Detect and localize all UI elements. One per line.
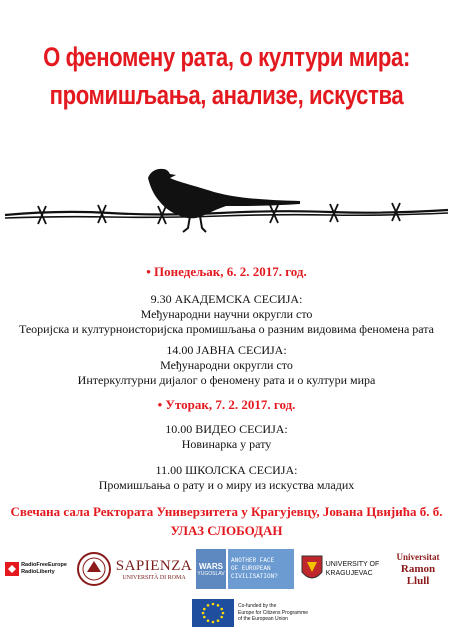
another-face-line-2: OF EUROPEAN <box>231 565 271 572</box>
eu-line-3: of the European Union <box>238 616 289 623</box>
ramon-line-3: Llull <box>406 574 430 587</box>
poster-title-line-2: промишљања, анализе, искуства <box>49 80 404 110</box>
day-1-session-1 <box>0 292 453 337</box>
ramon-llull-logo <box>386 545 450 593</box>
wars-yugoslav-logo <box>196 549 226 589</box>
poster-title-line-1: О феномену рата, о култури мира: <box>43 42 410 72</box>
session-line: Новинарка у рату <box>181 437 272 451</box>
seal-icon <box>77 552 111 586</box>
session-line: Теоријска и културноисторијска промишљања о разним видовима феномена рата <box>18 322 435 336</box>
session-heading: 9.30 АКАДЕМСКА СЕСИЈА: <box>150 292 303 306</box>
session-line: Интеркултурни дијалог о феномену рата и о култури мира <box>77 373 376 387</box>
session-line: Међународни округли сто <box>160 358 293 372</box>
kragujevac-crest-icon <box>301 554 323 584</box>
barbed-wire-icon <box>5 203 448 224</box>
eu-flag-icon <box>192 599 234 627</box>
yugoslav-tag: YUGOSLAV <box>197 570 225 577</box>
eu-line-2: Europe for Citizens Programme <box>238 609 309 616</box>
eu-cofunding-logo <box>192 594 327 632</box>
session-line: Међународни научни округли сто <box>140 307 313 321</box>
sapienza-subtitle: UNIVERSITÀ DI ROMA <box>122 574 186 581</box>
ramon-line-1: Universitat <box>396 551 440 562</box>
day-2-session-2 <box>0 463 453 493</box>
another-face-line-1: ANOTHER FACE <box>231 557 275 564</box>
rferl-logo <box>4 545 68 593</box>
free-entry-note: УЛАЗ СЛОБОДАН <box>170 523 283 538</box>
day-2-session-1 <box>0 422 453 452</box>
session-heading: 10.00 ВИДЕО СЕСИЈА: <box>165 422 288 436</box>
day-1-heading: • Понедељак, 6. 2. 2017. год. <box>146 264 307 279</box>
another-face-logo <box>228 549 294 589</box>
session-heading: 11.00 ШКОЛСКА СЕСИЈА: <box>155 463 298 477</box>
university-seal-logo <box>76 545 112 593</box>
another-face-line-3: CIVILISATION? <box>231 573 278 580</box>
ramon-line-2: Ramon <box>400 562 436 575</box>
session-line: Промишљања о рату и о миру из искуства младих <box>98 478 355 492</box>
rferl-icon <box>5 562 19 576</box>
wars-tag: WARS <box>199 561 223 571</box>
kragujevac-line-2: KRAGUJEVAC <box>325 570 373 577</box>
rferl-line-1: RadioFreeEurope <box>21 562 67 568</box>
bird-on-barbed-wire-icon <box>0 140 453 250</box>
kragujevac-line-1: UNIVERSITY OF <box>325 561 380 568</box>
session-heading: 14.00 ЈАВНА СЕСИЈА: <box>166 343 287 357</box>
venue-info <box>0 502 453 540</box>
day-2-heading: • Уторак, 7. 2. 2017. год. <box>157 397 296 412</box>
kragujevac-logo <box>298 545 382 593</box>
eu-line-1: Co-funded by the <box>238 603 277 610</box>
sapienza-name: SAPIENZA <box>115 557 193 574</box>
partner-logos <box>0 545 453 595</box>
sapienza-logo <box>116 545 192 593</box>
venue-address: Свечана сала Ректората Универзитета у Крагујевцу, Јована Цвијића б. б. <box>10 504 443 519</box>
rferl-line-2: RadioLiberty <box>21 569 55 575</box>
day-1-session-2 <box>0 343 453 388</box>
